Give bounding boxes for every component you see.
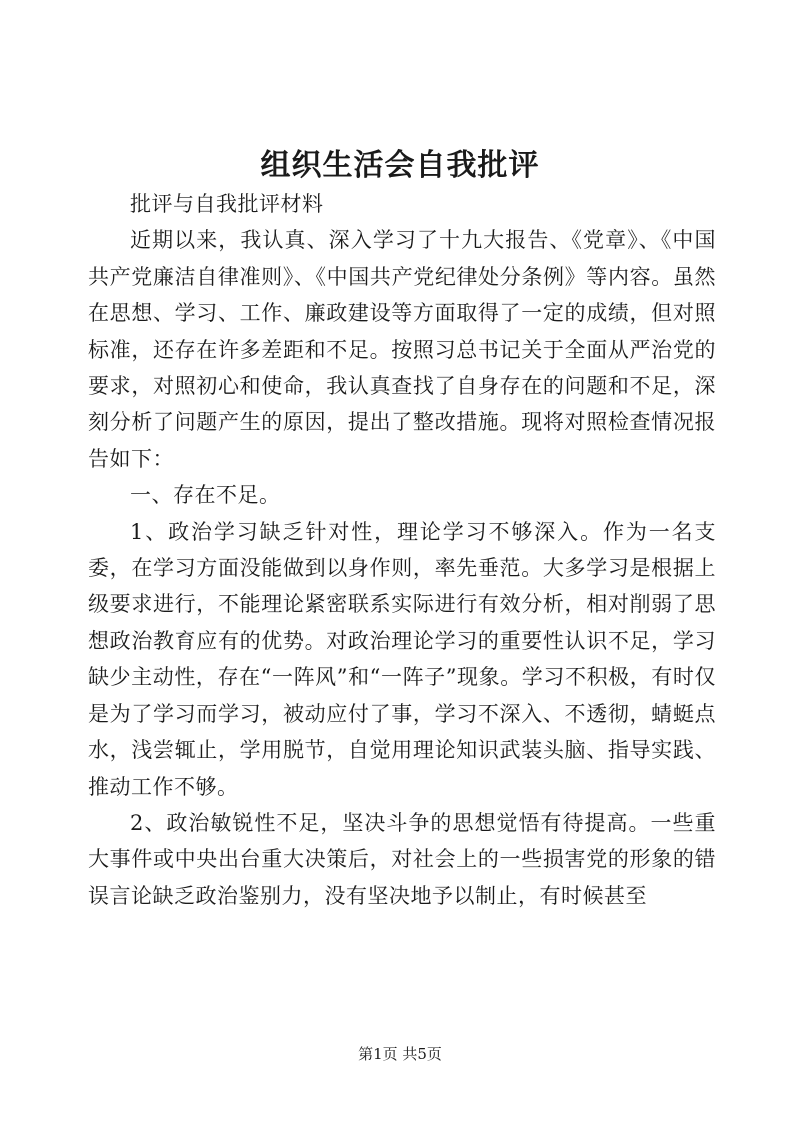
document-body xyxy=(88,186,716,914)
point-1-paragraph: 1、政治学习缺乏针对性，理论学习不够深入。作为一名支委，在学习方面没能做到以身作则，率先垂范。大多学习是根据上级要求进行，不能理论紧密联系实际进行有效分析，相对削弱了思想政治教育应有的优势。对政治理论学习的重要性认识不足，学习缺少主动性，存在“一阵风”和“一阵子”现象。学习不积极，有时仅是为了学习而学习，被动应付了事，学习不深入、不透彻，蜻蜓点水，浅尝辄止，学用脱节，自觉用理论知识武装头脑、指导实践、推动工作不够。 xyxy=(88,519,716,799)
subtitle-paragraph: 批评与自我批评材料 xyxy=(130,192,324,216)
point-2-paragraph: 2、政治敏锐性不足，坚决斗争的思想觉悟有待提高。一些重大事件或中央出台重大决策后，对社会上的一些损害党的形象的错误言论缺乏政治鉴别力，没有坚决地予以制止，有时候甚至 xyxy=(88,810,716,908)
document-title: 组织生活会自我批评 xyxy=(260,148,540,183)
section-heading: 一、存在不足。 xyxy=(130,483,281,508)
intro-paragraph: 近期以来，我认真、深入学习了十九大报告、《党章》、《中国共产党廉洁自律准则》、《中国共产党纪律处分条例》等内容。虽然在思想、学习、工作、廉政建设等方面取得了一定的成绩，但对照标准，还存在许多差距和不足。按照习总书记关于全面从严治党的要求，对照初心和使命，我认真查找了自身存在的问题和不足，深刻分析了问题产生的原因，提出了整改措施。现将对照检查情况报告如下： xyxy=(88,228,716,471)
page-number-footer: 第1页 共5页 xyxy=(358,1045,442,1063)
